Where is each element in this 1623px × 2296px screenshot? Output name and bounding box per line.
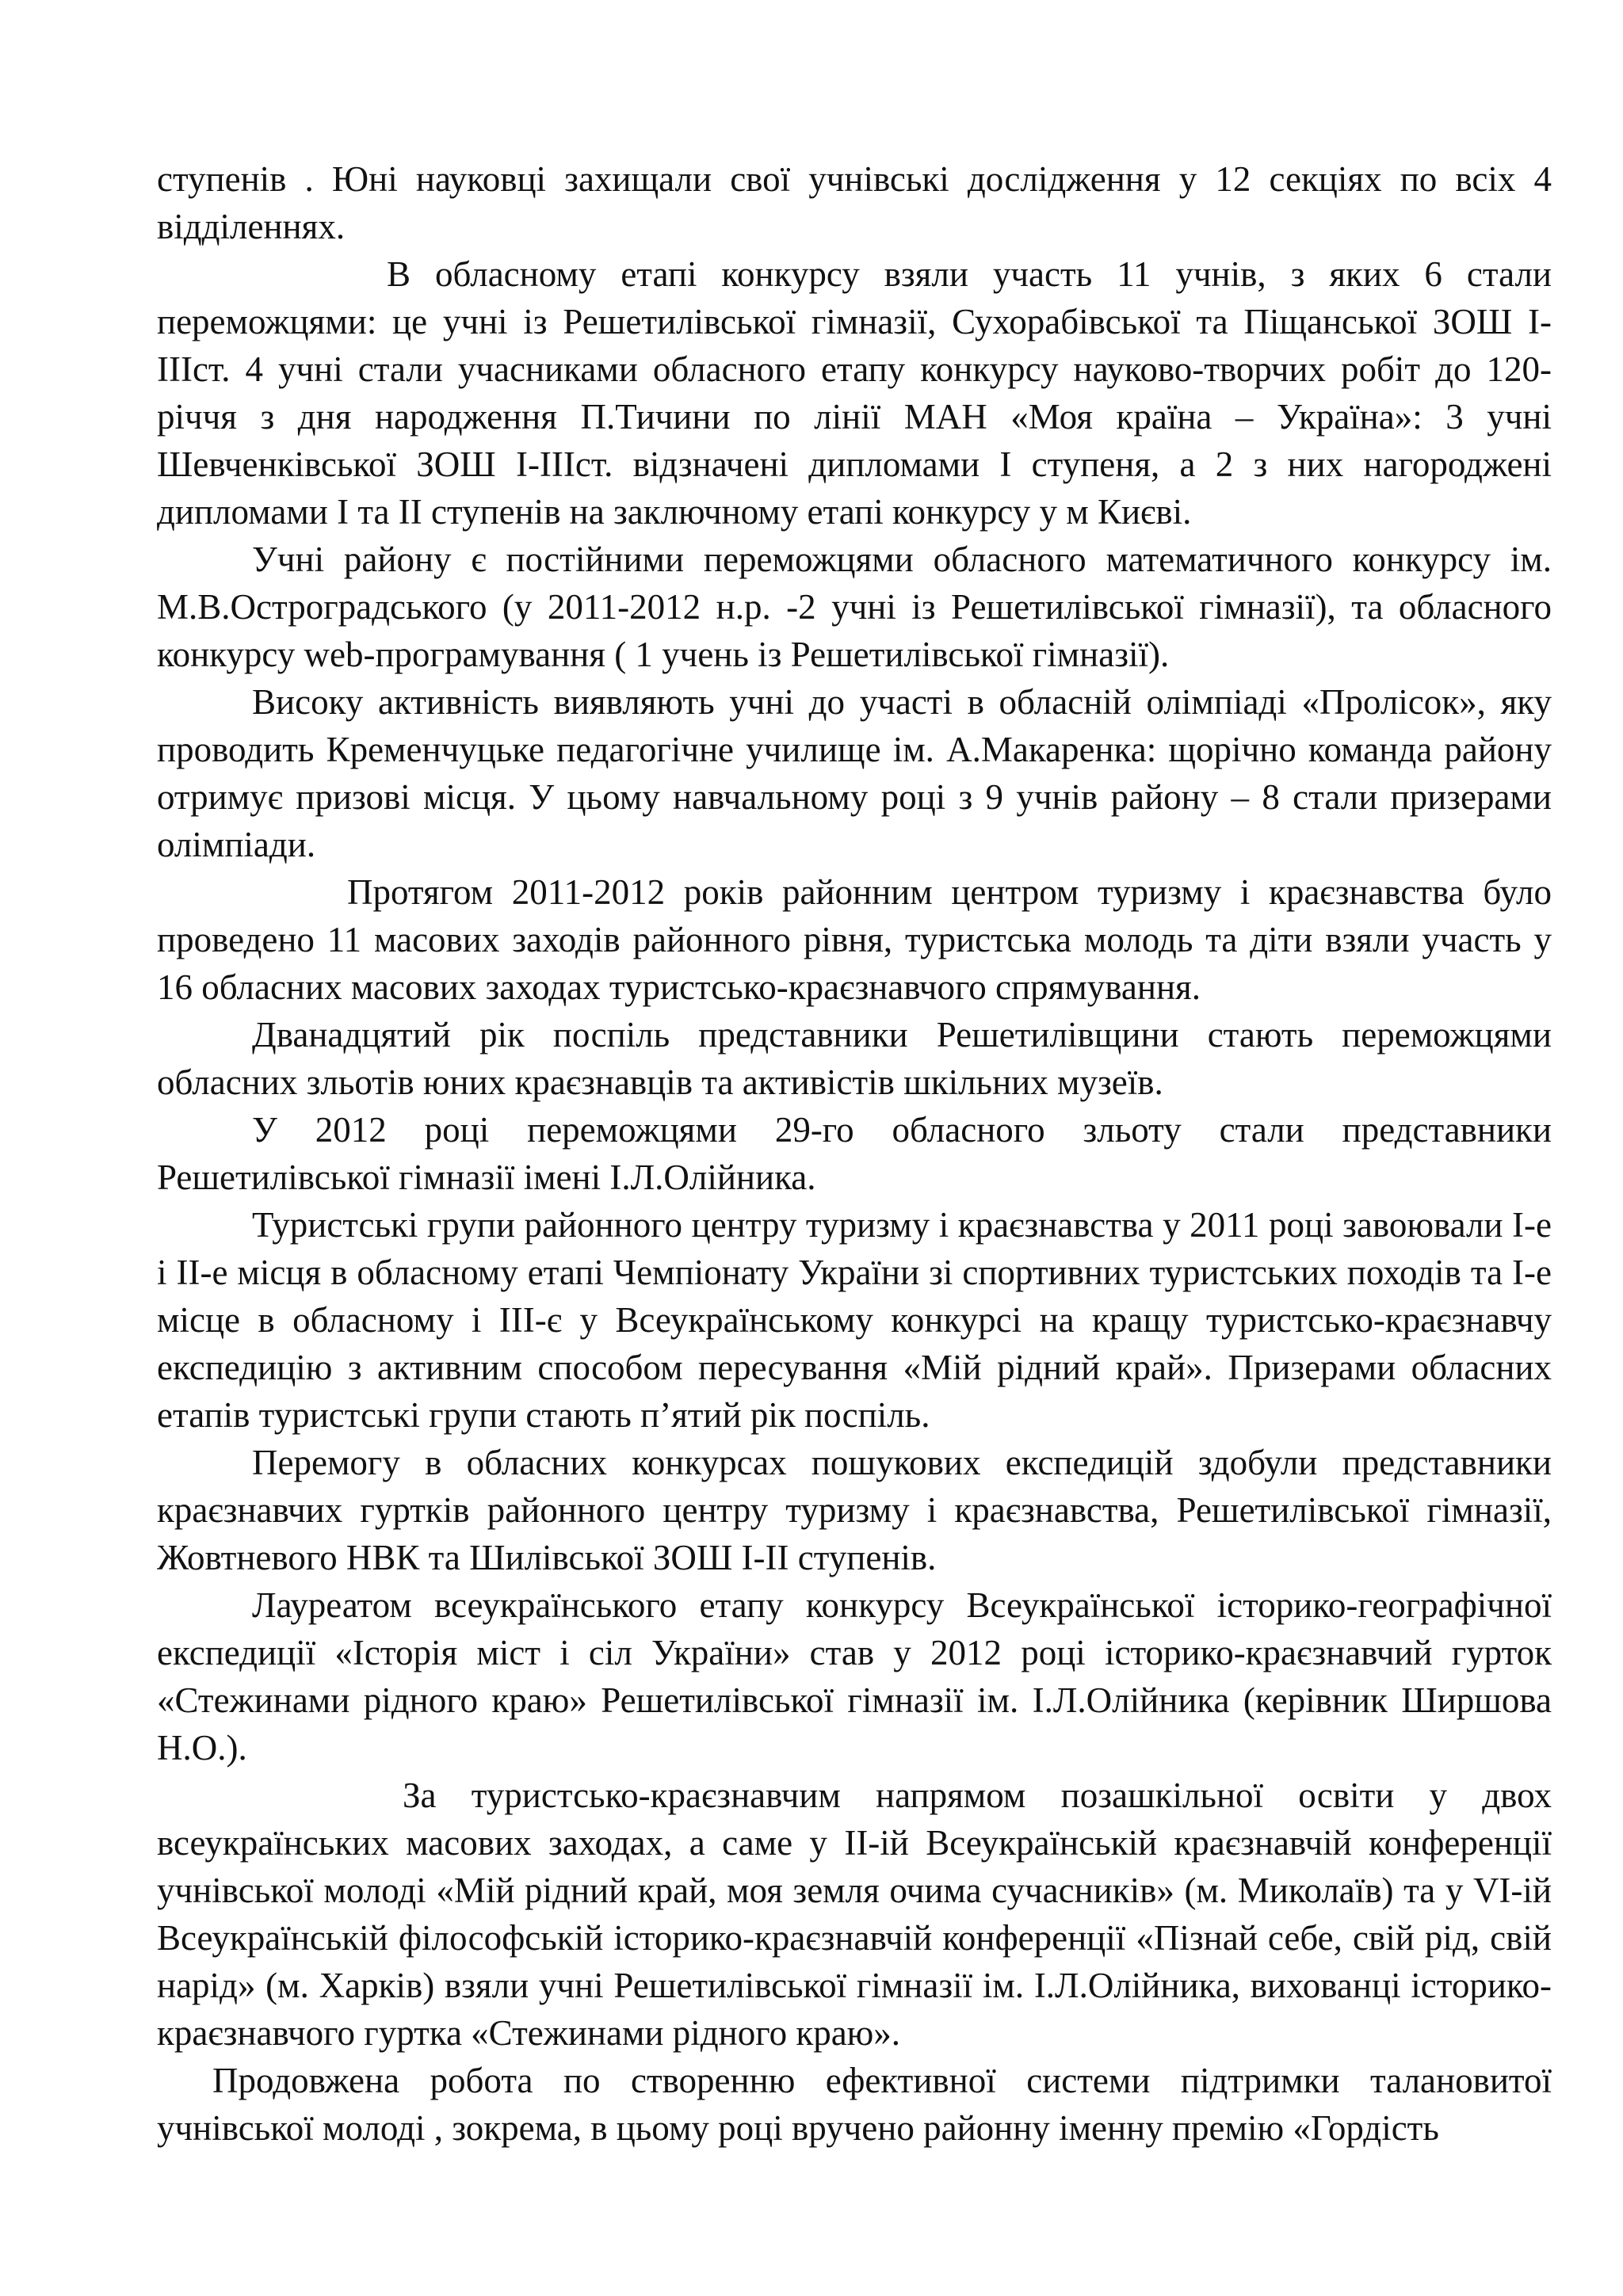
paragraph-3: Учні району є постійними переможцями обласного математичного конкурсу ім. М.В.Остроградського (у 2011-2012 н.р. -2 учні із Решетилівської гімназії), та обласного конкурсу web-програмування ( 1 учень із Решетилівської гімназії).: [157, 540, 1552, 674]
paragraph-11: За туристсько-краєзнавчим напрямом позашкільної освіти у двох всеукраїнських масових заходах, а саме у ІІ-ій Всеукраїнській краєзнавчій конференції учнівської молоді «Мій рідний край, моя земля очима сучасників» (м. Миколаїв) та у VІ-ій Всеукраїнській філософській історико-краєзнавчій конференції «Пізнай себе, свій рід, свій нарід» (м. Харків) взяли учні Решетилівської гімназії ім. І.Л.Олійника, вихованці історико-краєзнавчого гуртка «Стежинами рідного краю».: [157, 1775, 1552, 2053]
paragraph-12: Продовжена робота по створенню ефективної системи підтримки талановитої учнівської молоді , зокрема, в цьому році вручено районну іменну премію «Гордість: [157, 2061, 1552, 2148]
document-page: [157, 155, 1552, 2152]
paragraph-1: ступенів . Юні науковці захищали свої учнівські дослідження у 12 секціях по всіх 4 відділеннях.: [157, 159, 1552, 246]
paragraph-8: Туристські групи районного центру туризму і краєзнавства у 2011 році завоювали І-е і ІІ-е місця в обласному етапі Чемпіонату України зі спортивних туристських походів та І-е місце в обласному і ІІІ-є у Всеукраїнському конкурсі на кращу туристсько-краєзнавчу експедицію з активним способом пересування «Мій рідний край». Призерами обласних етапів туристські групи стають п’ятий рік поспіль.: [157, 1205, 1552, 1435]
paragraph-4: Високу активність виявляють учні до участі в обласній олімпіаді «Пролісок», яку проводить Кременчуцьке педагогічне училище ім. А.Макаренка: щорічно команда району отримує призові місця. У цьому навчальному році з 9 учнів району – 8 стали призерами олімпіади.: [157, 682, 1552, 864]
paragraph-9: Перемогу в обласних конкурсах пошукових експедицій здобули представники краєзнавчих гуртків районного центру туризму і краєзнавства, Решетилівської гімназії, Жовтневого НВК та Шилівської ЗОШ І-ІІ ступенів.: [157, 1443, 1552, 1577]
paragraph-6: Дванадцятий рік поспіль представники Решетилівщини стають переможцями обласних зльотів юних краєзнавців та активістів шкільних музеїв.: [157, 1015, 1552, 1102]
paragraph-10: Лауреатом всеукраїнського етапу конкурсу Всеукраїнської історико-географічної експедиції «Історія міст і сіл України» став у 2012 році історико-краєзнавчий гурток «Стежинами рідного краю» Решетилівської гімназії ім. І.Л.Олійника (керівник Ширшова Н.О.).: [157, 1585, 1552, 1768]
paragraph-5: Протягом 2011-2012 років районним центром туризму і краєзнавства було проведено 11 масових заходів районного рівня, туристська молодь та діти взяли участь у 16 обласних масових заходах туристсько-краєзнавчого спрямування.: [157, 872, 1552, 1007]
paragraph-2: В обласному етапі конкурсу взяли участь 11 учнів, з яких 6 стали переможцями: це учні із Решетилівської гімназії, Сухорабівської та Піщанської ЗОШ І-ІІІст. 4 учні стали учасниками обласного етапу конкурсу науково-творчих робіт до 120-річчя з дня народження П.Тичини по лінії МАН «Моя країна – Україна»: 3 учні Шевченківської ЗОШ І-ІІІст. відзначені дипломами І ступеня, а 2 з них нагороджені дипломами І та ІІ ступенів на заключному етапі конкурсу у м Києві.: [157, 254, 1552, 532]
paragraph-7: У 2012 році переможцями 29-го обласного зльоту стали представники Решетилівської гімназії імені І.Л.Олійника.: [157, 1110, 1552, 1197]
